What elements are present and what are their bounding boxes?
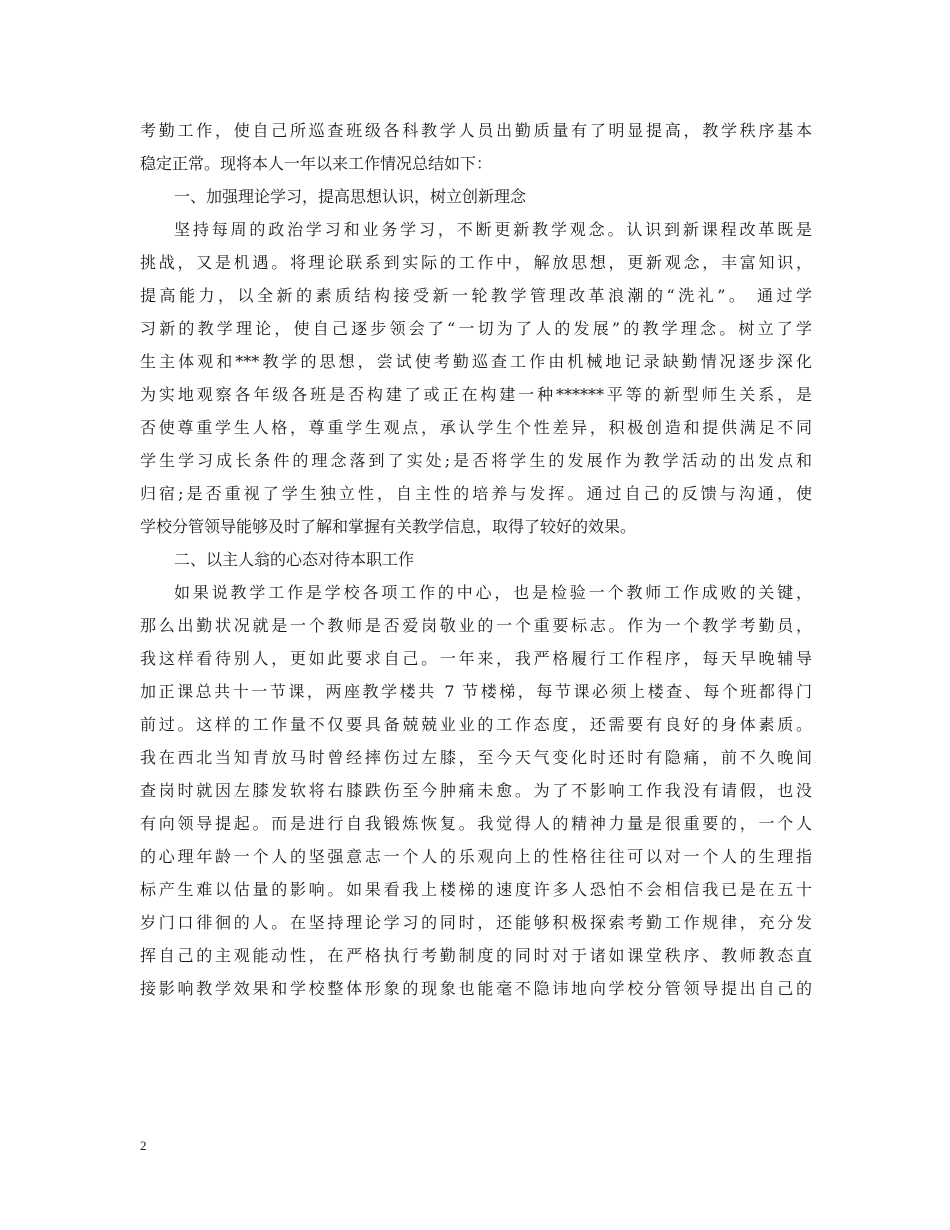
text-line: 提高能力，以全新的素质结构接受新一轮教学管理改革浪潮的“洗礼”。 通过学 (140, 286, 812, 305)
text-line: 生主体观和***教学的思想，尝试使考勤巡查工作由机械地记录缺勤情况逐步深化 (140, 352, 812, 371)
text-line: 归宿;是否重视了学生独立性，自主性的培养与发挥。通过自己的反馈与沟通，使 (140, 484, 812, 503)
text-line: 为实地观察各年级各班是否构建了或正在构建一种******平等的新型师生关系，是 (140, 385, 812, 404)
text-line: 那么出勤状况就是一个教师是否爱岗敬业的一个重要标志。作为一个教学考勤员， (140, 616, 812, 635)
text-line: 我在西北当知青放马时曾经摔伤过左膝，至今天气变化时还时有隐痛，前不久晚间 (140, 748, 812, 767)
text-line: 学校分管领导能够及时了解和掌握有关教学信息，取得了较好的效果。 (140, 517, 637, 536)
text-line: 前过。这样的工作量不仅要具备兢兢业业的工作态度，还需要有良好的身体素质。 (140, 715, 812, 734)
text-line: 挑战，又是机遇。将理论联系到实际的工作中，解放思想，更新观念，丰富知识， (140, 253, 812, 272)
text-line: 考勤工作，使自己所巡查班级各科教学人员出勤质量有了明显提高，教学秩序基本 (140, 121, 812, 140)
text-line: 二、以主人翁的心态对待本职工作 (174, 550, 415, 569)
text-line: 接影响教学效果和学校整体形象的现象也能毫不隐讳地向学校分管领导提出自己的 (140, 979, 812, 998)
text-line: 一、加强理论学习，提高思想认识，树立创新理念 (174, 187, 527, 206)
text-line: 否使尊重学生人格，尊重学生观点，承认学生个性差异，积极创造和提供满足不同 (140, 418, 812, 437)
text-line: 的心理年龄一个人的坚强意志一个人的乐观向上的性格往往可以对一个人的生理指 (140, 847, 812, 866)
text-line: 我这样看待别人，更如此要求自己。一年来，我严格履行工作程序，每天早晚辅导 (140, 649, 812, 668)
text-line: 查岗时就因左膝发软将右膝跌伤至今肿痛未愈。为了不影响工作我没有请假，也没 (140, 781, 812, 800)
text-line: 学生学习成长条件的理念落到了实处;是否将学生的发展作为教学活动的出发点和 (140, 451, 812, 470)
text-line: 有向领导提起。而是进行自我锻炼恢复。我觉得人的精神力量是很重要的，一个人 (140, 814, 812, 833)
document-body (140, 114, 812, 1005)
text-line: 如果说教学工作是学校各项工作的中心，也是检验一个教师工作成败的关键， (174, 583, 812, 602)
text-line: 标产生难以估量的影响。如果看我上楼梯的速度许多人恐怕不会相信我已是在五十 (140, 880, 812, 899)
text-line: 加正课总共十一节课，两座教学楼共 7 节楼梯，每节课必须上楼查、每个班都得门 (140, 682, 812, 701)
text-line: 习新的教学理论，使自己逐步领会了“一切为了人的发展”的教学理念。树立了学 (140, 319, 812, 338)
text-line: 岁门口徘徊的人。在坚持理论学习的同时，还能够积极探索考勤工作规律，充分发 (140, 913, 812, 932)
page-number: 2 (140, 1138, 147, 1153)
text-line: 挥自己的主观能动性，在严格执行考勤制度的同时对于诸如课堂秩序、教师教态直 (140, 946, 812, 965)
text-line: 稳定正常。现将本人一年以来工作情况总结如下： (140, 154, 493, 173)
text-line: 坚持每周的政治学习和业务学习，不断更新教学观念。认识到新课程改革既是 (174, 220, 812, 239)
